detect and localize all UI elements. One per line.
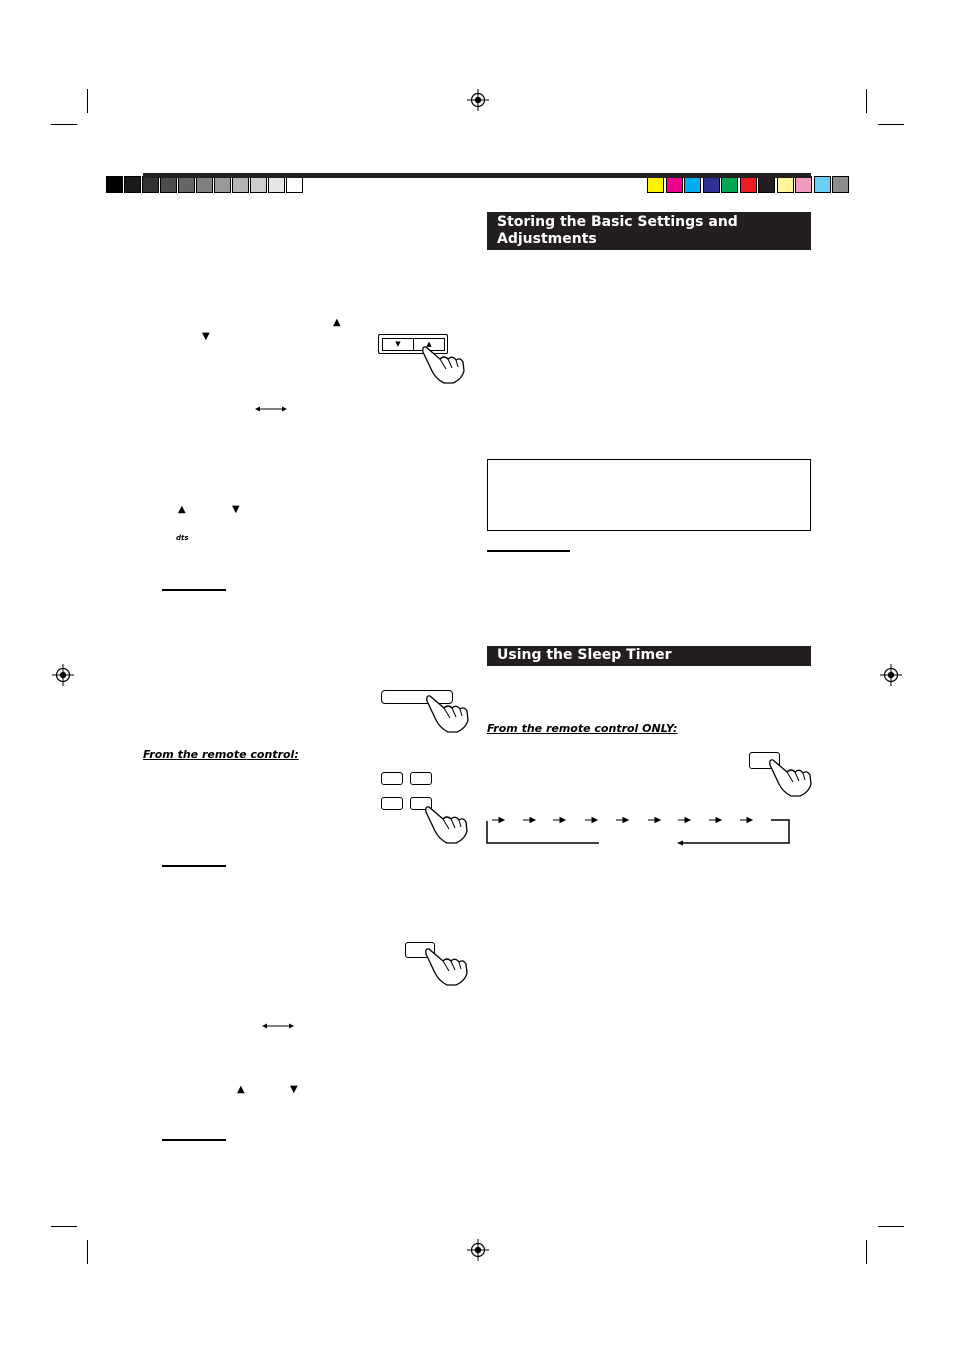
dts-logo: dts — [176, 534, 189, 542]
crop-mark — [87, 89, 88, 113]
triangle-up-icon: ▲ — [237, 1084, 245, 1095]
color-swatch — [814, 176, 831, 193]
grayscale-swatch — [124, 176, 141, 193]
right-arrow-icon — [492, 818, 752, 823]
color-swatch — [832, 176, 849, 193]
pointing-hand-icon — [423, 945, 471, 987]
crop-mark — [87, 1240, 88, 1264]
remote-button — [410, 772, 432, 785]
note-rule — [162, 865, 226, 867]
info-box — [487, 459, 811, 531]
grayscale-swatch — [250, 176, 267, 193]
color-swatch — [758, 176, 775, 193]
double-arrow-icon — [254, 405, 288, 413]
grayscale-swatch — [178, 176, 195, 193]
down-button: ▼ — [382, 338, 414, 351]
grayscale-swatch — [196, 176, 213, 193]
remote-control-label: From the remote control: — [143, 748, 299, 761]
crop-mark — [866, 89, 867, 113]
grayscale-swatch — [268, 176, 285, 193]
grayscale-swatch — [142, 176, 159, 193]
pointing-hand-icon — [423, 803, 471, 845]
triangle-down-icon: ▼ — [290, 1084, 298, 1095]
color-swatch — [684, 176, 701, 193]
color-swatch — [666, 176, 683, 193]
section-heading-sleep: Using the Sleep Timer — [487, 646, 811, 666]
crop-mark — [51, 124, 77, 125]
pointing-hand-icon — [420, 343, 468, 385]
color-swatch — [795, 176, 812, 193]
section-heading-line: Storing the Basic Settings and — [497, 214, 738, 230]
registration-mark-icon — [467, 1239, 489, 1261]
up-button: ▲ — [413, 338, 445, 351]
triangle-up-icon: ▲ — [178, 504, 186, 515]
note-rule — [162, 589, 226, 591]
pointing-hand-icon — [424, 692, 472, 734]
crop-mark — [866, 1240, 867, 1264]
grayscale-swatch — [106, 176, 123, 193]
registration-mark-icon — [880, 664, 902, 686]
grayscale-swatch — [232, 176, 249, 193]
triangle-up-icon: ▲ — [333, 317, 341, 328]
color-swatch — [703, 176, 720, 193]
note-rule — [162, 1139, 226, 1141]
crop-mark — [51, 1226, 77, 1227]
remote-only-label: From the remote control ONLY: — [487, 722, 678, 735]
color-swatch — [647, 176, 664, 193]
grayscale-swatch — [214, 176, 231, 193]
remote-button — [381, 772, 403, 785]
remote-button — [381, 797, 403, 810]
color-swatch — [740, 176, 757, 193]
grayscale-bar — [106, 88, 306, 105]
double-arrow-icon — [261, 1022, 295, 1030]
grayscale-swatch — [160, 176, 177, 193]
crop-mark — [878, 1226, 904, 1227]
color-swatch — [721, 176, 738, 193]
registration-mark-icon — [52, 664, 74, 686]
crop-mark — [878, 124, 904, 125]
triangle-down-icon: ▼ — [202, 331, 210, 342]
note-rule — [487, 550, 570, 552]
sleep-cycle-diagram — [485, 812, 793, 848]
pointing-hand-icon — [767, 756, 815, 798]
triangle-down-icon: ▼ — [232, 504, 240, 515]
color-bar — [647, 88, 849, 105]
page-header-rule — [143, 173, 811, 178]
section-heading-line: Adjustments — [497, 231, 597, 247]
section-heading-storing — [487, 212, 811, 250]
registration-mark-icon — [467, 89, 489, 111]
grayscale-swatch — [286, 176, 303, 193]
color-swatch — [777, 176, 794, 193]
